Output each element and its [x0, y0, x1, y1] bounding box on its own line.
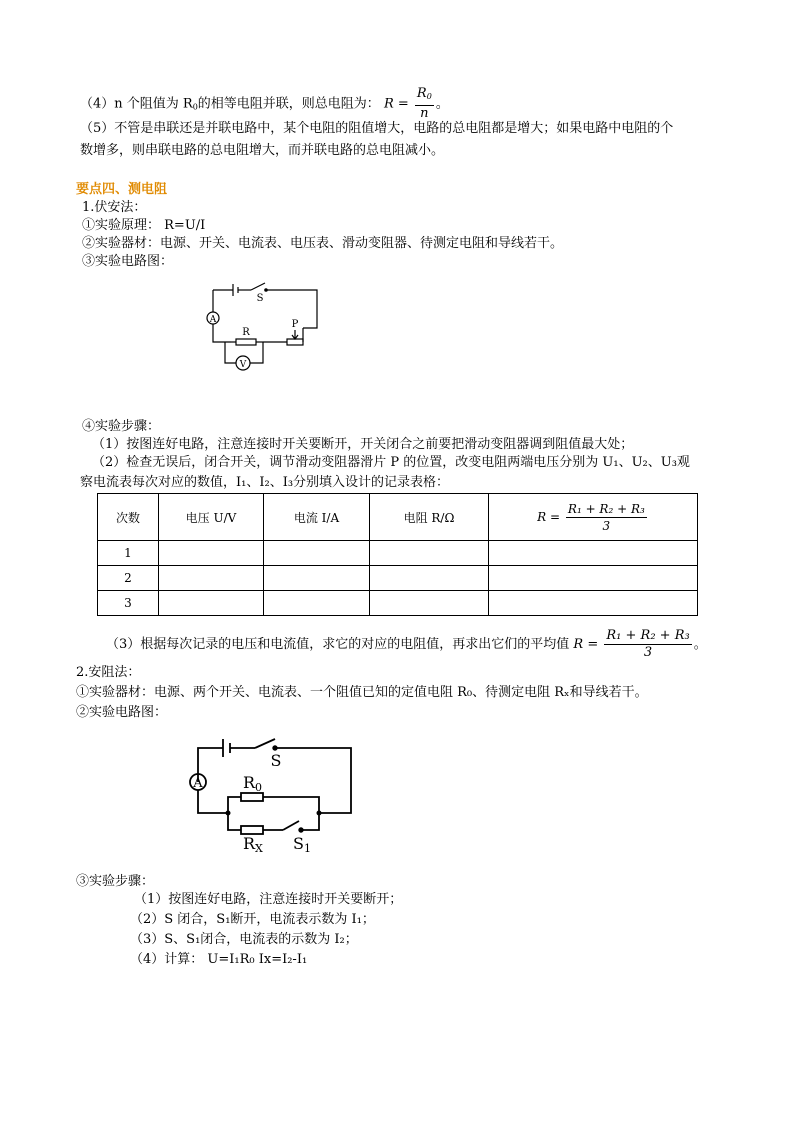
method2-step4: （4）计算： U=I₁R₀ Ix=I₂-I₁	[130, 952, 308, 967]
item4-line	[80, 86, 449, 122]
method2-step2: （2）S 闭合，S₁断开，电流表示数为 I₁；	[130, 912, 375, 927]
method1-equipment: ②实验器材：电源、开关、电流表、电压表、滑动变阻器、待测定电阻和导线若干。	[82, 236, 564, 251]
voltmeter-label: V	[239, 360, 247, 370]
method2-equipment: ①实验器材：电源、两个开关、电流表、一个阻值已知的定值电阻 R₀、待测定电阻 Rₓ和导线若干。	[76, 685, 648, 700]
table-cell	[264, 566, 370, 591]
table-cell	[370, 566, 489, 591]
table-cell	[264, 591, 370, 616]
ammeter2-label: A	[193, 776, 203, 791]
table-header-cell: 电流 I/A	[264, 494, 370, 541]
item4-prefix: （4）n 个阻值为 R	[80, 96, 193, 112]
item5-line1: （5）不管是串联还是并联电路中，某个电阻的阻值增大，电路的总电阻都是增大；如果电路中电阻的个	[80, 121, 674, 136]
resistor-label: R	[242, 327, 250, 338]
ammeter-label: A	[209, 315, 217, 325]
item4-formula-den: n	[420, 106, 429, 121]
method1-step1: （1）按图连好电路，注意连接时开关要断开，开关闭合之前要把滑动变阻器调到阻值最大处；	[92, 437, 634, 452]
item4-formula	[415, 86, 434, 122]
item4-mid: 的相等电阻并联，则总电阻为：	[197, 96, 380, 112]
step3-end: 。	[693, 637, 707, 652]
table-cell	[264, 541, 370, 566]
method2-step3: （3）S、S₁闭合，电流表的示数为 I₂；	[130, 932, 358, 947]
table-cell	[159, 591, 264, 616]
step3-formula-num: R₁ + R₂ + R₃	[606, 628, 690, 643]
switch2-label: S	[270, 751, 282, 770]
item5-line2: 数增多，则串联电路的总电阻增大，而并联电路的总电阻减小。	[80, 143, 445, 158]
r0-label	[243, 773, 262, 794]
table-cell	[489, 566, 698, 591]
table-cell: 1	[98, 541, 159, 566]
table-header-cell: 电压 U/V	[159, 494, 264, 541]
table-header-row	[98, 494, 698, 541]
item4-formula-num: R	[416, 86, 427, 101]
table-cell	[370, 591, 489, 616]
method1-principle: ①实验原理： R=U/I	[82, 218, 206, 233]
item4-formula-lhs: R =	[383, 96, 409, 112]
method1-title: 1.伏安法：	[82, 200, 147, 215]
item4-end: 。	[435, 96, 449, 112]
table-row	[98, 541, 698, 566]
r0-label-main: R	[243, 773, 256, 792]
method2-title: 2.安阻法：	[76, 665, 141, 680]
rx-label-sub: X	[255, 842, 263, 855]
table-cell	[159, 566, 264, 591]
table-header-cell: 次数	[98, 494, 159, 541]
item4-formula-num-sub: 0	[426, 92, 432, 101]
record-table	[97, 493, 698, 616]
table-cell: 2	[98, 566, 159, 591]
rx-label-main: R	[243, 834, 256, 853]
table-cell: 3	[98, 591, 159, 616]
rx-label	[243, 834, 263, 855]
table-cell	[159, 541, 264, 566]
method1-step2-line1: （2）检查无误后，闭合开关，调节滑动变阻器滑片 P 的位置，改变电阻两端电压分别为 U₁、U₂、U₃观	[92, 455, 690, 470]
avg-formula-lhs: R =	[537, 509, 561, 524]
table-row	[98, 566, 698, 591]
table-row	[98, 591, 698, 616]
table-cell	[370, 541, 489, 566]
item4-sub: 0	[192, 102, 198, 112]
step3-formula-lhs: R =	[573, 637, 599, 652]
section-heading: 要点四、测电阻	[76, 182, 168, 197]
step3-text: （3）根据每次记录的电压和电流值，求它的对应的电阻值，再求出它们的平均值	[106, 637, 570, 652]
method1-step3	[106, 628, 707, 662]
r0-label-sub: 0	[255, 781, 263, 794]
table-header-average-formula	[489, 494, 698, 541]
circuit-diagram-voltammeter	[203, 280, 333, 380]
table-header-cell: 电阻 R/Ω	[370, 494, 489, 541]
circuit-diagram-ammeter-resistor	[185, 735, 365, 860]
table-cell	[489, 591, 698, 616]
avg-formula-num: R₁ + R₂ + R₃	[567, 501, 645, 516]
method2-steps-label: ③实验步骤：	[76, 874, 155, 889]
table-cell	[489, 541, 698, 566]
method2-step1: （1）按图连好电路，注意连接时开关要断开；	[134, 892, 403, 907]
s1-label-main: S	[293, 834, 304, 853]
switch-label: S	[256, 293, 264, 304]
avg-formula-den: 3	[602, 518, 611, 533]
s1-label	[293, 834, 311, 855]
method1-steps-label: ④实验步骤：	[82, 419, 161, 434]
s1-label-sub: 1	[303, 842, 311, 855]
method2-diagram-label: ②实验电路图：	[76, 705, 168, 720]
step3-formula-den: 3	[643, 645, 653, 660]
slider-label: P	[291, 319, 299, 330]
method1-step2-line2: 察电流表每次对应的数值，I₁、I₂、I₃分别填入设计的记录表格：	[80, 475, 450, 490]
method1-diagram-label: ③实验电路图：	[82, 254, 174, 269]
